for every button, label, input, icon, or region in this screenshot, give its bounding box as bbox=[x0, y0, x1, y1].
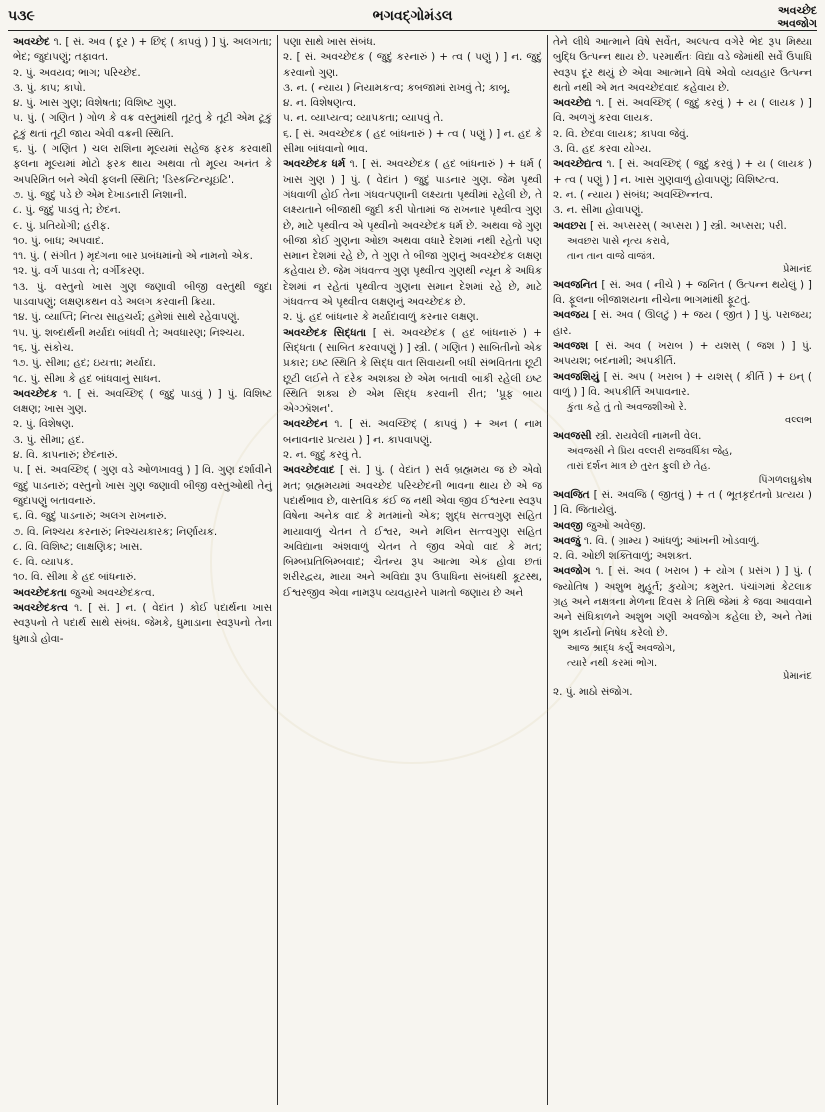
entry-sense: ૭. વિ. નિશ્ચય કરનારું; નિશ્ચયકારક; નિર્ણાયક. bbox=[13, 525, 218, 538]
entry-sense: ૧૩. પું. વસ્તુનો ખાસ ગુણ જણાવી બીજી વસ્તુથી જુદા પાડવાપણું; લક્ષણકથન વડે અલગ કરવાની ક્રિયા. bbox=[13, 280, 272, 309]
entry-headword: અવચ્છેદક ધર્મ bbox=[283, 158, 350, 171]
entry-sense: ૨. વિ. ઓછી શક્તિવાળું; અશક્ત. bbox=[553, 550, 693, 563]
entry-sense: ૧. [ સં. અવચ્છિદ્ ( જુદું પાડવું ) ] પું. વિશિષ્ટ લક્ષણ; ખાસ ગુણ. bbox=[13, 387, 272, 416]
dictionary-entry bbox=[13, 601, 272, 647]
dictionary-entry bbox=[283, 326, 542, 418]
quotation-line: આજ શ્રાદ્ધ કર્યું અવજોગ, bbox=[567, 642, 676, 654]
entry-sense: ૩. વિ. હદ કરવા યોગ્ય. bbox=[553, 143, 652, 156]
entry-sense: [ સં. ] પું. ( વેદાંત ) સર્વ બ્રહ્મમય જ છે એવો મત; બ્રહ્મમયમાં અવચ્છેદ પરિચ્છેદની ભાવના થાય છે એ જ પદાર્થભાવ છે, વાસ્તવિક કંઈ જ નથી એવા જીવ ઈશ્વરના સ્વરૂપ વિષેના અનેક વાદ કે મતમાંનો એક; શુદ્ધ સત્ત્વગુણ સહિત માયાવાળું ચેતન તે ઈશ્વર, અને મલિન સત્ત્વગુણ સહિત અવિદ્યાના અંશવાળું ચેતન તે જીવ એવો વાદ કે મત; બિમ્બપ્રતિબિમ્બવાદ; ચૈતન્ય રૂપ આત્મા એક હોવા છતાં શરીરદ્વય, માયા અને અવિદ્યા રૂપ ઉપાધિના સંબંધથી કૂટસ્થ, ઈશ્વરજીવ એવા નામરૂપ વ્યવહારને પામતો જણાય છે અને bbox=[283, 464, 543, 599]
entry-sense: [ સં. અવજિ ( જીતવું ) + ત ( ભૂતકૃદંતનો પ્રત્યય ) ] વિ. જિતાયેલું. bbox=[553, 488, 812, 517]
entry-sense: ૨. ન. જુદું કરવું તે. bbox=[283, 449, 362, 462]
entry-sense: ૧. [ સં. અવચ્છેદક ( હદ બાંધનારું ) + ધર્મ ( ખાસ ગુણ ) ] પું. ( વેદાંત ) જુદું પાડનાર ગુણ. જેમ પૃથ્વી ગંધવાળી હોઈ તેના ગંધવત્પણાની લક્ષ્યતા પૃથ્વીમાં રહેલી છે, તે લક્ષ્યતાને બીજાથી જુદી કરી પોતામાં જ રાખનાર પૃથ્વીત્વ ગુણ છે, માટે પૃથ્વીત્વ એ પૃથ્વીનો અવચ્છેદક ધર્મ છે. અથવા જે ગુણ બીજા કોઈ ગુણના ઓછા અથવા વધારે દેશમાં નથી રહેતો પણ સમાન દેશમાં રહે છે, તે ગુણ તે બીજા ગુણનું અવચ્છેદક લક્ષણ કહેવાય છે. જેમ ગંધવત્ત્વ ગુણ પૃથ્વીત્વ ગુણથી ન્યૂન કે અધિક દેશમાં ન રહેતાં પૃથ્વીત્વ ગુણના સમાન દેશમાં રહે છે, માટે ગંધવત્ત્વ એ પૃથ્વીત્વ લક્ષણનું અવચ્છેદક છે. bbox=[283, 158, 542, 309]
entry-sense: ૧૦. પું. બાધ; અપવાદ. bbox=[13, 234, 105, 247]
entry-sense: [ સં. અવ ( નીચે ) + જનિત ( ઉત્પન્ન થયેલું ) ] વિ. ફૂલના બીજાશયના નીચેના ભાગમાંથી ફૂટતું. bbox=[553, 278, 812, 307]
entry-quotation bbox=[567, 400, 812, 429]
entry-sense: ૨. પું. વિશેષણ. bbox=[13, 418, 75, 431]
entry-sense: ૮. પું. જુદું પાડવું તે; છેદન. bbox=[13, 204, 121, 217]
entry-sense: ૧૮. પું. સીમા કે હદ બાંધવાનું સાધન. bbox=[13, 372, 161, 385]
dictionary-entry bbox=[553, 219, 812, 278]
entry-headword: અવજનિત bbox=[553, 278, 602, 291]
entry-headword: અવચ્છેદક સિદ્ધતા bbox=[283, 326, 373, 339]
entry-sense: ૨. [ સં. અવચ્છેદક ( જુદું કરનારું ) + ત્વ ( પણું ) ] ન. જુદું કરવાનો ગુણ. bbox=[283, 51, 542, 79]
entry-sense: ૧. [ સં. અવચ્છિદ્ ( જુદું કરવું ) + ય ( લાયક ) + ત્વ ( પણું ) ] ન. ખાસ ગુણવાળું હોવાપણું; વિશિષ્ટત્વ. bbox=[553, 158, 812, 186]
entry-sense: ૨. ન. ( ન્યાય ) સંબંધ; અવચ્છિન્નત્વ. bbox=[553, 188, 714, 201]
quotation-source: પિંગળલઘુકોષ bbox=[758, 474, 812, 486]
entry-sense: ૧૪. પું. વ્યાપ્તિ; નિત્ય સાહચર્ય; હમેશાં સાથે રહેવાપણું. bbox=[13, 311, 240, 324]
entry-quotation bbox=[567, 641, 812, 685]
entry-sense: ૬. [ સં. અવચ્છેદક ( હદ બાંધનારું ) + ત્વ ( પણું ) ] ન. હદ કે સીમા બાંધવાનો ભાવ. bbox=[283, 127, 542, 156]
entry-headword: અવજું bbox=[553, 534, 584, 547]
dictionary-entry bbox=[13, 586, 272, 601]
entry-sense: ૧. [ સં. ] ન. ( વેદાંત ) કોઈ પદાર્થના ખાસ સ્વરૂપનો તે પદાર્થ સાથે સંબંધ. જેમકે, ધુમાડાના સ્વરૂપનો તેના ધુમાડો હોવા- bbox=[13, 601, 272, 645]
entry-headword: અવજિત bbox=[553, 488, 594, 501]
entry-sense: ૨. પું. અવયવ; ભાગ; પરિચ્છેદ. bbox=[13, 66, 141, 79]
entry-sense: ૩. પું. સીમા; હદ. bbox=[13, 433, 85, 446]
entry-sense: ૩. પું. કાપ; કાપો. bbox=[13, 81, 86, 94]
entry-headword: અવચ્છેદન bbox=[283, 418, 335, 431]
guide-word-bottom: અવજોગ bbox=[777, 17, 817, 30]
entry-sense: ૧. [ સં. અવચ્છિદ્ ( જુદું કરવું ) + ય ( લાયક ) ] વિ. અળગું કરવા લાયક. bbox=[553, 97, 812, 125]
entry-sense: ૭. પું. જુદું પડે છે એમ દેખાડનારી નિશાની. bbox=[13, 188, 187, 201]
entry-headword: અવચ્છેદવાદ bbox=[283, 464, 340, 477]
dictionary-entry bbox=[553, 35, 812, 96]
page-number: ૫૩૯ bbox=[8, 8, 35, 24]
dictionary-entry bbox=[553, 308, 812, 339]
entry-sense: ૨. પું. હદ બાંધનાર કે મર્યાદાવાળું કરનાર લક્ષણ. bbox=[283, 311, 479, 324]
entry-headword: અવચ્છેદક bbox=[13, 387, 64, 400]
column-2 bbox=[277, 35, 547, 1105]
dictionary-entry bbox=[553, 488, 812, 519]
entry-sense: ૧. વિ. ( ગ્રામ્ય ) આંધળું; આંખની ખોડવાળું. bbox=[583, 534, 760, 547]
dictionary-entry bbox=[553, 370, 812, 429]
entry-sense: ૧૭. પું. સીમા; હદ; ઇયત્તા; મર્યાદા. bbox=[13, 357, 156, 370]
quotation-line: કુંતા કહે તું તો અવજશીઓ રે. bbox=[567, 402, 687, 414]
quotation-line: અવછરા પાસે નૃત્ય કરાવે, bbox=[567, 235, 670, 247]
entry-sense: [ સં. અવ ( ખરાબ ) + યશસ્ ( જશ ) ] પું. અપયશ; બદનામી; અપકીર્તિ. bbox=[553, 339, 812, 368]
entry-headword: અવચ્છેદકત્વ bbox=[13, 601, 75, 614]
entry-sense: ૪. વિ. કાપનારું; છેદનારું. bbox=[13, 449, 118, 462]
entry-sense: ૧૬. પું. સંકોચ. bbox=[13, 341, 74, 354]
entry-sense: ૮. વિ. વિશિષ્ટ; લાક્ષણિક; ખાસ. bbox=[13, 540, 143, 553]
quotation-source: પ્રેમાનંદ bbox=[782, 671, 812, 683]
quotation-source: પ્રેમાનંદ bbox=[782, 264, 812, 276]
entry-sense: જુઓ અવચ્છેદકત્વ. bbox=[70, 586, 155, 599]
entry-sense: ૪. પું. ખાસ ગુણ; વિશેષતા; વિશિષ્ટ ગુણ. bbox=[13, 97, 177, 110]
dictionary-entry bbox=[553, 278, 812, 309]
entry-sense: જુઓ અવેજી. bbox=[586, 519, 646, 532]
quotation-line: તારાં દર્શન માત્ર છે તુરત ફુલી છે તેહ. bbox=[567, 461, 711, 473]
entry-headword: અવજોગ bbox=[553, 565, 596, 578]
dictionary-entry bbox=[283, 35, 542, 157]
entry-headword: અવજી bbox=[553, 519, 587, 532]
entry-sense: તેને લીધે આત્માને વિષે સર્વેત, અલ્પત્વ વગેરે ભેદ રૂપ મિથ્યા બુદ્ધિ ઉત્પન્ન થાય છે. પરમાર્થતઃ વિદ્યા વડે જેમાંથી સર્વે ઉપાધિ સ્વરૂપ દૂર થયું છે એવા આત્માને વિષે એવો વ્યવહાર ઉત્પન્ન થતો નથી એ મત અવચ્છેદવાદ કહેવાય છે. bbox=[553, 36, 812, 94]
entry-sense: સ્ત્રી. રાયવેલી નામની વેલ. bbox=[595, 429, 702, 442]
entry-sense: [ સં. અપ ( ખરાબ ) + યશસ્ ( કીર્તિ ) + ઇન્ ( વાળું ) ] વિ. અપકીર્તિ અપાવનાર. bbox=[553, 370, 812, 398]
guide-words bbox=[777, 4, 817, 30]
dictionary-entry bbox=[13, 387, 272, 586]
entry-sense: ૧૧. પું. ( સંગીત ) મૃદંગના બાર પ્રબંધમાંનો એ નામનો એક. bbox=[13, 250, 253, 263]
column-1 bbox=[8, 35, 277, 1105]
entry-sense: ૬. પું. ( ગણિત ) ચલ રાશિના મૂલ્યમાં સહેજ ફરક કરવાથી ફલના મૂલ્યમાં મોટો ફરક થાય અથવા તો મૂલ્ય અનંત કે અપરિમિત બને એવી ફલની સ્થિતિ; 'ડિસ્કન્ટિન્યૂઇટિ'. bbox=[13, 143, 272, 186]
dictionary-entry bbox=[553, 564, 812, 700]
columns bbox=[8, 35, 817, 1105]
dictionary-entry bbox=[553, 339, 812, 370]
entry-headword: અવજશ bbox=[553, 339, 596, 352]
dictionary-entry bbox=[553, 534, 812, 565]
entry-sense: ૧. [ સં. અવ ( ખરાબ ) + યોગ ( પ્રસંગ ) ] પું. ( જ્યોતિષ ) અશુભ મુહૂર્ત; કુયોગ; કમુરત. પંચાંગમાં કેટલાક ગ્રહ અને નક્ષત્રના મેળના દિવસ કે તિથિ જેમાં કે જવા આવવાને અને સંધિકાળને અશુભ ગણી અવજોગ કહેલા છે, અને તેમાં શુભ કાર્યનો નિષેધ કરેલો છે. bbox=[553, 565, 812, 639]
entry-sense: ૧૨. પું. વર્ગ પાડવા તે; વર્ગીકરણ. bbox=[13, 265, 145, 278]
page-header bbox=[8, 6, 817, 31]
entry-headword: અવચ્છેદકતા bbox=[13, 586, 71, 599]
entry-sense: પણા સાથે ખાસ સંબંધ. bbox=[283, 36, 376, 48]
entry-sense: ૧. [ સં. અવચ્છિદ્ ( કાપવું ) + અન ( નામ બનાવનાર પ્રત્યય ) ] ન. કાપવાપણું. bbox=[283, 418, 542, 446]
entry-sense: ૩. ન. સીમા હોવાપણું. bbox=[553, 204, 644, 217]
dictionary-entry bbox=[553, 429, 812, 488]
entry-sense: ૧. [ સં. અવ ( દૂર ) + છિદ્ ( કાપવું ) ] પું. અલગતા; ભેદ; જુદાપણું; તફાવત. bbox=[13, 36, 272, 64]
dictionary-entry bbox=[553, 96, 812, 157]
guide-word-top: અવચ્છેદ bbox=[777, 4, 817, 17]
entry-sense: ૧૦. વિ. સીમા કે હદ બાંધનારું. bbox=[13, 571, 137, 584]
entry-headword: અવજસી bbox=[553, 429, 596, 442]
quotation-line: અવજસી ને પ્રિય વલ્લરી રાજવર્ધિકા જેહ, bbox=[567, 446, 733, 458]
entry-sense: ૫. ન. વ્યાપ્યત્વ; વ્યાપકતા; વ્યાપવું તે. bbox=[283, 112, 444, 125]
entry-sense: ૨. પું. માઠો સંજોગ. bbox=[553, 685, 633, 698]
entry-sense: ૩. ન. ( ન્યાય ) નિયામકત્વ; કબજામાં રાખવું તે; કાબૂ. bbox=[283, 81, 511, 94]
entry-sense: ૫. [ સં. અવચ્છિદ્ ( ગુણ વડે ઓળખાવવું ) ] વિ. ગુણ દર્શાવીને જુદું પાડનારું; વસ્તુનો ખાસ ગુણ જણાવી બીજી વસ્તુઓથી તેનું જુદાપણું બતાવનારું. bbox=[13, 464, 272, 507]
entry-sense: ૫. પું. ( ગણિત ) ગોળ કે વક્ર વસ્તુમાંથી તૂટતું કે તૂટી એમ ટૂકું ટૂકું થતાં તૂટી જાય એવી વક્રની સ્થિતિ. bbox=[13, 112, 272, 140]
entry-sense: [ સં. અવચ્છેદક ( હદ બાંધનારું ) + સિદ્ધતા ( સાબિત કરવાપણું ) ] સ્ત્રી. ( ગણિત ) સાબિતીનો એક પ્રકાર; ઇષ્ટ સ્થિતિ કે સિદ્ધ વાત સિવાયની બધી સંભવિતતા છૂટી છૂટી લઈને તે દરેક અશક્ય છે એમ બતાવી બાકી રહેલી ઇષ્ટ સ્થિતિ શક્ય છે એમ સિદ્ધ કરવાની રીત; 'પ્રૂફ બાય એગ્ઝૉશન'. bbox=[283, 326, 542, 416]
dictionary-entry bbox=[283, 463, 542, 601]
entry-headword: અવજશિયું bbox=[553, 370, 604, 383]
quotation-line: ત્યારે નથી કરમાં ભોગ. bbox=[567, 658, 658, 670]
entry-headword: અવજય bbox=[553, 309, 593, 322]
entry-sense: ૨. વિ. છેદવા લાયક; કાપવા જેવું. bbox=[553, 127, 689, 140]
book-title: ભગવદ્ગોમંડલ bbox=[372, 8, 453, 24]
dictionary-entry bbox=[553, 157, 812, 218]
entry-quotation bbox=[567, 444, 812, 488]
dictionary-entry bbox=[13, 35, 272, 387]
entry-sense: [ સં. અપ્સરસ્ ( અપ્સરા ) ] સ્ત્રી. અપ્સરા; પરી. bbox=[590, 219, 787, 232]
dictionary-entry bbox=[283, 157, 542, 325]
quotation-line: તાન તાન વાજે વાજંત્ર. bbox=[567, 251, 656, 263]
entry-headword: અવચ્છેદ્યત્વ bbox=[553, 158, 607, 171]
entry-sense: ૧૫. પું. શબ્દાર્થની મર્યાદા બાંધવી તે; અવધારણ; નિશ્ચય. bbox=[13, 326, 245, 339]
entry-headword: અવચ્છેદ bbox=[13, 36, 54, 48]
entry-headword: અવછરા bbox=[553, 219, 591, 232]
entry-sense: ૯. પું. પ્રતિયોગી; હરીફ. bbox=[13, 219, 111, 232]
entry-sense: ૯. વિ. વ્યાપક. bbox=[13, 556, 74, 569]
dictionary-entry bbox=[283, 417, 542, 463]
entry-quotation bbox=[567, 234, 812, 278]
entry-headword: અવચ્છેદ્ય bbox=[553, 97, 596, 110]
entry-sense: ૬. વિ. જુદું પાડનારું; અલગ રાખનારું. bbox=[13, 510, 167, 523]
entry-sense: ૪. ન. વિશેષણત્વ. bbox=[283, 97, 357, 110]
entry-sense: [ સં. અવ ( ઊલટું ) + જય ( જીત ) ] પું. પરાજય; હાર. bbox=[553, 309, 812, 337]
dictionary-entry bbox=[553, 519, 812, 534]
quotation-source: વલ્લભ bbox=[785, 415, 812, 427]
column-3 bbox=[547, 35, 817, 1105]
